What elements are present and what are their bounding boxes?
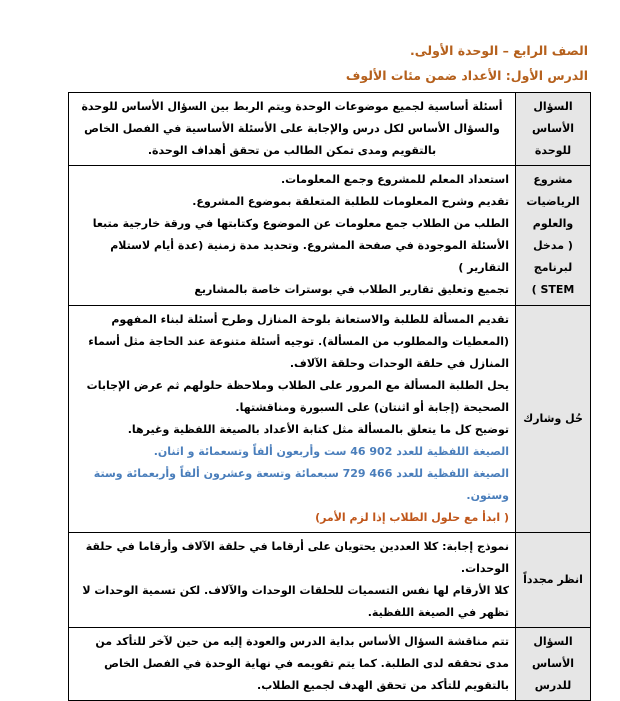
row-label bbox=[516, 533, 591, 628]
content-line: يحل الطلبة المسألة مع المرور على الطلاب وملاحظة حلولهم ثم عرض الإجابات الصحيحة (إجابة أو اثنتان) على السبورة ومناقشتها. bbox=[86, 379, 509, 414]
lesson-plan-table bbox=[68, 92, 591, 701]
content-line: كلا الأرقام لها نفس التسميات للحلقات الوحدات والآلاف. لكن تسمية الوحدات لا تظهر في الصيغة اللفظية. bbox=[82, 584, 509, 619]
row-content bbox=[69, 628, 516, 701]
lesson-title: الدرس الأول: الأعداد ضمن مئات الألوف bbox=[345, 68, 588, 83]
content-line: تقديم المسألة للطلبة والاستعانة بلوحة المنازل وطرح أسئلة لبناء المفهوم (المعطيات والمطلوب من المسألة). توجيه أسئلة متنوعة عند الحاجة مثل أسماء المنازل في حلقة الوحدات وحلقة الآلاف. bbox=[88, 313, 509, 370]
label-line: الأساس bbox=[531, 122, 575, 135]
teacher-note: ( ابدأ مع حلول الطلاب إذا لزم الأمر) bbox=[315, 511, 509, 524]
label-line: الأساس bbox=[531, 657, 575, 670]
content-line: توضيح كل ما يتعلق بالمسألة مثل كتابة الأعداد بالصيغة اللفظية وغيرها. bbox=[127, 423, 509, 436]
example-line: الصيغة اللفظية للعدد 466 729 سبعمائة وتسعة وعشرون ألفاً وأربعمائة وستة وستون. bbox=[93, 467, 509, 502]
row-label bbox=[516, 628, 591, 701]
label-line: انظر مجدداً bbox=[523, 573, 583, 586]
content-line: استعداد المعلم للمشروع وجمع المعلومات. bbox=[280, 173, 509, 186]
content-line: تجميع وتعليق تقارير الطلاب في بوسترات خاصة بالمشاريع bbox=[194, 283, 509, 296]
label-line: السؤال bbox=[533, 635, 573, 648]
row-content bbox=[69, 533, 516, 628]
label-line: ( مدخل bbox=[533, 239, 573, 252]
label-line: حُل وشارك bbox=[523, 412, 583, 425]
example-line: الصيغة اللفظية للعدد 902 46 ست وأربعون ألفاً وتسعمائة و اثنان. bbox=[153, 445, 509, 458]
content-line: الطلب من الطلاب جمع معلومات عن الموضوع وكتابتها في ورقة خارجية متبعا الأسئلة الموجودة في صفحة المشروع. وتحديد مدة زمنية (عدة أيام لاستلام التقارير ) bbox=[92, 217, 509, 274]
content-line: نموذج إجابة: كلا العددين يحتويان على أرقاما في حلقة الآلاف وأرقاما في حلقة الوحدات. bbox=[85, 540, 509, 575]
row-content bbox=[69, 93, 516, 166]
document-header bbox=[346, 38, 588, 88]
table-row bbox=[69, 533, 591, 628]
label-line: والعلوم bbox=[532, 217, 574, 230]
table-row bbox=[69, 93, 591, 166]
label-line: للوحدة bbox=[534, 144, 572, 157]
table-row bbox=[69, 166, 591, 306]
label-line: لبرنامج bbox=[533, 261, 573, 274]
label-line: السؤال bbox=[533, 100, 573, 113]
row-content bbox=[69, 306, 516, 533]
row-label bbox=[516, 306, 591, 533]
label-line: الرياضيات bbox=[526, 195, 580, 208]
row-content bbox=[69, 166, 516, 306]
content-line: تتم مناقشة السؤال الأساس بداية الدرس والعودة إليه من حين لآخر للتأكد من مدى تحققه لدى الطلبة. كما يتم تقويمه في نهاية الوحدة في الفصل الخاص بالتقويم للتأكد من تحقق الهدف لجميع الطلاب. bbox=[95, 635, 509, 692]
label-line: للدرس bbox=[534, 679, 572, 692]
grade-unit-title: الصف الرابع – الوحدة الأولى. bbox=[410, 43, 588, 58]
content-line: أسئلة أساسية لجميع موضوعات الوحدة ويتم الربط بين السؤال الأساس للوحدة والسؤال الأساس لكل درس والإجابة على الأسئلة الأساسية في الفصل الخاص بالتقويم ومدى تمكن الطالب من تحقق أهداف الوحدة. bbox=[81, 100, 503, 157]
row-label bbox=[516, 166, 591, 306]
content-line: تقديم وشرح المعلومات للطلبة المتعلقة بموضوع المشروع. bbox=[192, 195, 509, 208]
table-row bbox=[69, 628, 591, 701]
row-label bbox=[516, 93, 591, 166]
table-row bbox=[69, 306, 591, 533]
label-line: مشروع bbox=[533, 173, 573, 186]
label-line: STEM ) bbox=[531, 283, 575, 296]
